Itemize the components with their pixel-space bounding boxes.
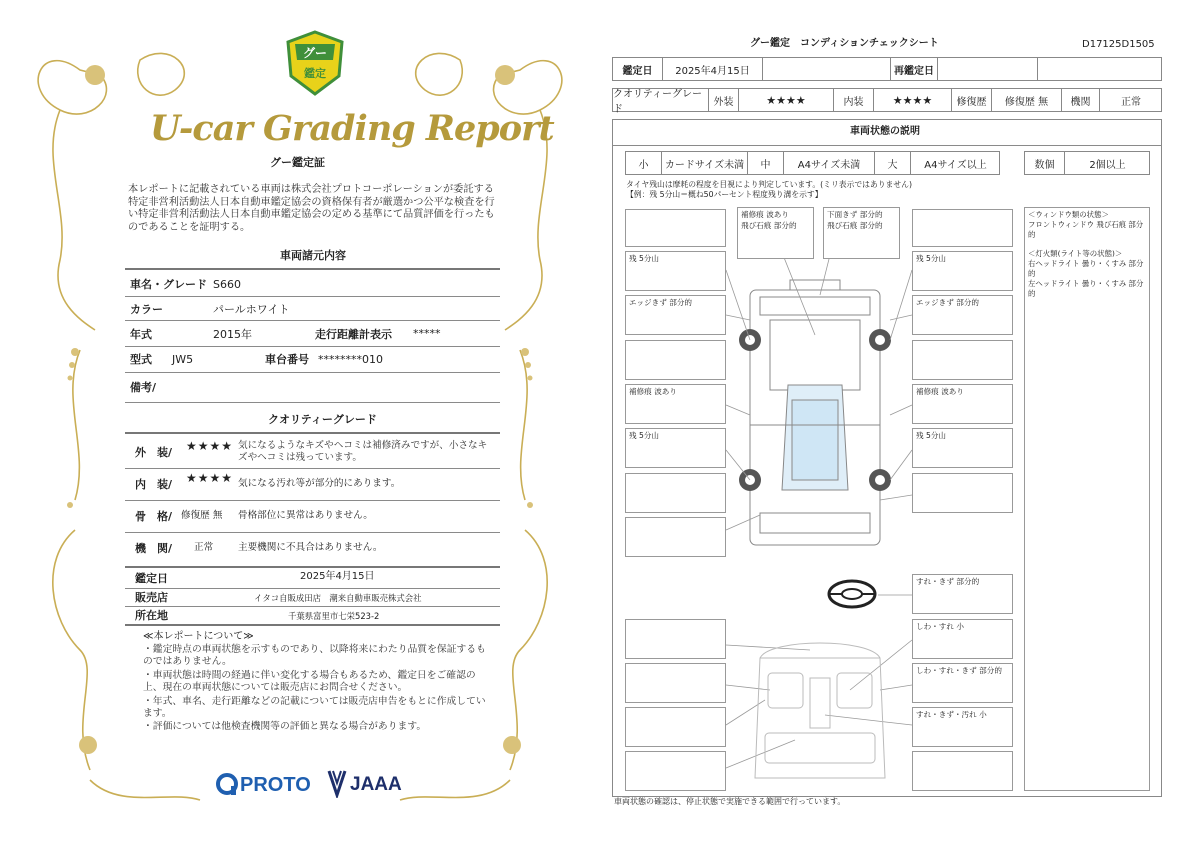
svg-text:グー: グー: [302, 46, 328, 60]
car-name-value: S660: [213, 278, 241, 291]
address-value: 千葉県富里市七栄523-2: [288, 611, 380, 621]
proto-logo-icon: [215, 772, 239, 796]
sheet-date-value: 2025年4月15日: [663, 58, 763, 80]
dealer-label: 販売店: [135, 591, 168, 604]
frame-value: 修復歴 無: [181, 510, 223, 521]
frame-label: 骨 格/: [135, 510, 173, 523]
interior-label: 内 装/: [135, 478, 173, 491]
condition-check-sheet: [600, 0, 1200, 848]
certificate-intro: 本レポートに記載されている車両は株式会社プロトコーポレーションが委託する特定非営利活動法人日本自動車鑑定協会の資格保有者が厳選かつ公平な検査を行い特定非営利活動法人日本自動車鑑定協会の定める基準にて品質評価を行ったものであることを証明する。: [128, 184, 495, 233]
count-label: 数個: [1025, 152, 1065, 174]
tire-front-right-box: 残 5分山: [912, 251, 1013, 291]
address-label: 所在地: [135, 609, 168, 622]
mileage-value: *****: [413, 327, 441, 340]
legend-item: 中: [748, 152, 784, 174]
about-item: ・鑑定時点の車両状態を示すものであり、以降将来にわたり品質を保証するものではありません。: [143, 644, 486, 667]
repair-right-box: 補修痕 波あり: [912, 384, 1013, 424]
sheet-ext-label: 外装: [709, 89, 739, 111]
engine-value: 正常: [194, 542, 214, 553]
engine-label: 機 関/: [135, 542, 173, 555]
sheet-engine-value: 正常: [1121, 96, 1141, 108]
window-title: ＜ウィンドウ類の状態＞: [1028, 210, 1109, 219]
sheet-ext-stars: ★★★★: [739, 89, 834, 111]
interior-note: 気になる汚れ等が部分的にあります。: [238, 478, 401, 489]
sheet-date-label: 鑑定日: [613, 58, 663, 80]
tire-note: タイヤ残山は摩耗の程度を目視により判定しています。(ミリ表示ではありません): [626, 180, 912, 189]
jaaa-logo-icon: [326, 768, 348, 798]
legend-item: 大: [875, 152, 911, 174]
engine-note: 主要機関に不具合はありません。: [238, 542, 383, 553]
svg-text:鑑定: 鑑定: [304, 67, 326, 80]
exterior-note: 気になるようなキズやヘコミは補修済みですが、小さなキズやヘコミは残っています。: [238, 440, 488, 463]
about-item: ・年式、車名、走行距離などの記載については販売店申告をもとに作成しています。: [143, 696, 486, 719]
date-label: 鑑定日: [135, 572, 168, 585]
spec-heading: 車両諸元内容: [280, 249, 346, 262]
exterior-label: 外 装/: [135, 446, 173, 459]
date-value: 2025年4月15日: [300, 571, 375, 582]
certificate-title: グー鑑定証: [270, 156, 325, 169]
legend-item: カードサイズ未満: [662, 152, 748, 174]
sheet-title: グー鑑定 コンディションチェックシート: [750, 38, 939, 49]
interior-box-2: しわ・すれ・きず 部分的: [912, 663, 1013, 703]
legend-item: 小: [626, 152, 662, 174]
script-title: U-car Grading Report: [150, 108, 554, 149]
sheet-id: D17125D1505: [1082, 39, 1155, 50]
sheet-repair-label: 修復歴: [952, 89, 992, 111]
model-label: 型式: [130, 353, 152, 366]
condition-heading: 車両状態の説明: [850, 126, 920, 137]
car-interior-diagram: [740, 638, 900, 788]
proto-logo-text: PROTO: [240, 774, 311, 796]
top-box-1: 補修痕 波あり 飛び石痕 部分的: [737, 207, 814, 259]
count-value: 2個以上: [1089, 159, 1126, 171]
legend-item: A4サイズ未満: [784, 152, 875, 174]
tire-example: 【例：残 5分山＝概ね50パーセント程度残り溝を示す】: [626, 190, 823, 199]
model-value: JW5: [172, 353, 194, 366]
year-value: 2015年: [213, 328, 252, 341]
jaaa-logo-text: JAAA: [350, 774, 402, 795]
light-title: ＜灯火類(ライト等の状態)＞: [1028, 249, 1123, 258]
color-value: パールホワイト: [213, 303, 290, 316]
chassis-label: 車台番号: [265, 353, 309, 366]
interior-stars: ★★★★: [186, 471, 234, 485]
top-box-2: 下面きず 部分的 飛び石痕 部分的: [823, 207, 900, 259]
chassis-value: ********010: [318, 353, 383, 366]
legend-item: A4サイズ以上: [924, 159, 987, 171]
about-item: ・評価については他検査機関等の評価と異なる場合があります。: [143, 721, 427, 732]
tire-rear-left-box: 残 5分山: [625, 428, 726, 468]
reinspect-label: 再鑑定日: [891, 58, 938, 80]
sheet-int-stars: ★★★★: [874, 89, 952, 111]
sheet-footer: 車両状態の確認は、停止状態で実施できる範囲で行っています。: [614, 797, 846, 806]
edge-left-box: エッジきず 部分的: [625, 295, 726, 335]
window-light-notes: [1024, 207, 1150, 791]
steering-wheel-icon: [826, 578, 878, 610]
quality-heading: クオリティーグレード: [268, 413, 377, 426]
about-title: ≪本レポートについて≫: [143, 631, 254, 642]
year-label: 年式: [130, 328, 152, 341]
steering-box: すれ・きず 部分的: [912, 574, 1013, 614]
edge-right-box: エッジきず 部分的: [912, 295, 1013, 335]
about-item: ・車両状態は時間の経過に伴い変化する場合もあるため、鑑定日をご確認の上、現在の車両状態については販売店にお問合せください。: [143, 670, 476, 693]
sheet-engine-label: 機関: [1062, 89, 1100, 111]
frame-note: 骨格部位に異常はありません。: [238, 510, 373, 521]
light-left: 左ヘッドライト 曇り・くすみ 部分的: [1028, 279, 1144, 298]
tire-front-left-box: 残 5分山: [625, 251, 726, 291]
mileage-label: 走行距離計表示: [315, 328, 392, 341]
interior-box-3: すれ・きず・汚れ 小: [912, 707, 1013, 747]
interior-box-1: しわ・すれ 小: [912, 619, 1013, 659]
sheet-quality-label: クオリティーグレード: [613, 89, 709, 111]
window-note: フロントウィンドウ 飛び石痕 部分的: [1028, 220, 1144, 239]
sheet-repair-value: 修復歴 無: [992, 89, 1062, 111]
tire-rear-right-box: 残 5分山: [912, 428, 1013, 468]
color-label: カラー: [130, 303, 163, 316]
repair-left-box: 補修痕 波あり: [625, 384, 726, 424]
dealer-value: イタコ自販成田店 潮来自動車販売株式会社: [254, 593, 422, 603]
sheet-int-label: 内装: [834, 89, 874, 111]
car-name-label: 車名・グレード: [130, 278, 207, 291]
remarks-label: 備考/: [130, 381, 157, 394]
light-right: 右ヘッドライト 曇り・くすみ 部分的: [1028, 259, 1144, 278]
goo-kantei-badge-icon: [285, 30, 345, 96]
exterior-stars: ★★★★: [186, 439, 234, 453]
